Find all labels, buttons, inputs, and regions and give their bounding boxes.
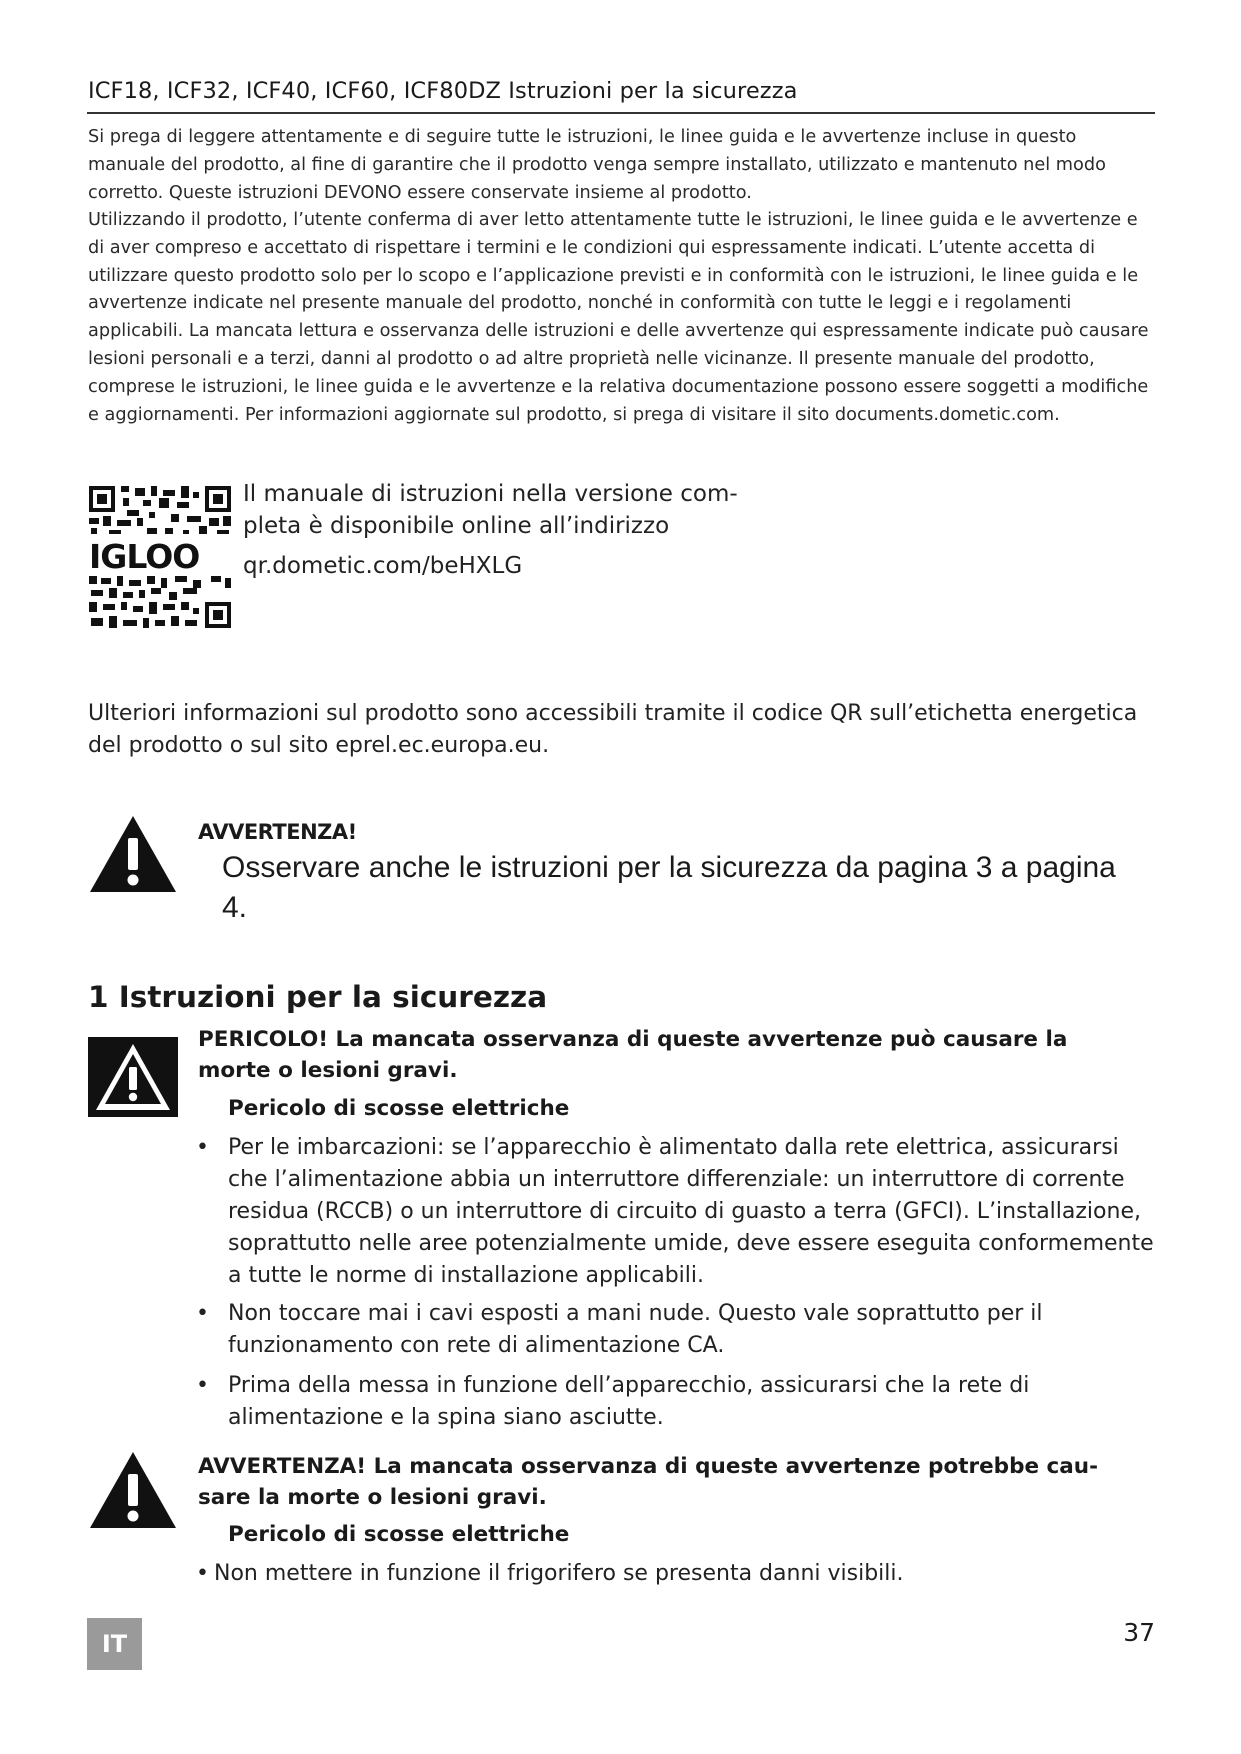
warning-triangle-icon [88,814,178,894]
warning-heading-line-1: AVVERTENZA! La mancata osservanza di queste avvertenze potrebbe cau- [198,1454,1099,1479]
danger-bullet-2-text: Non toccare mai i cavi esposti a mani nude. Questo vale soprattutto per il funzionamento con rete di alimentazione CA. [228,1301,1043,1358]
qr-code-icon [87,484,235,632]
intro-paragraph-1: Si prega di leggere attentamente e di seguire tutte le istruzioni, le linee guida e le avvertenze incluse in questo manuale del prodotto, al fine di garantire che il prodotto venga sempre installato, utilizzato e mantenuto nel modo corretto. Queste istruzioni DEVONO essere conservate insieme al prodotto. [88,127,1106,203]
warning-subhead: Pericolo di scosse elettriche [228,1522,570,1547]
warning-triangle-icon [88,1450,178,1530]
qr-text-line-1: Il manuale di istruzioni nella versione com- [243,481,738,507]
warning-bullet-1 [196,1558,1156,1590]
danger-bullet-2 [196,1298,1156,1362]
header-divider [87,112,1155,114]
bullet-dot: • [196,1561,209,1586]
danger-bullet-3-text: Prima della messa in funzione dell’apparecchio, assicurarsi che la rete di alimentazione e la spina siano asciutte. [228,1373,1030,1430]
danger-heading-line-2: morte o lesioni gravi. [198,1058,458,1083]
danger-bullet-1-text: Per le imbarcazioni: se l’apparecchio è alimentato dalla rete elettrica, assicurarsi che l’alimentazione abbia un interruttore differenziale: un interruttore di corrente residua (RCCB) o un interruttore di circuito di guasto a terra (GFCI). L’installazione, soprattutto nelle aree potenzialmente umide, deve essere eseguita conformemente a tutte le norme di installazione applicabili. [228,1135,1154,1288]
page-number: 37 [1123,1618,1155,1647]
danger-subhead: Pericolo di scosse elettriche [228,1096,570,1121]
danger-triangle-icon [88,1037,178,1117]
section-title: 1 Istruzioni per la sicurezza [88,980,548,1014]
qr-url-link[interactable]: qr.dometic.com/beHXLG [243,553,523,579]
danger-bullet-1 [196,1132,1156,1292]
page-header-title: ICF18, ICF32, ICF40, ICF60, ICF80DZ Istruzioni per la sicurezza [88,78,798,104]
more-info-paragraph: Ulteriori informazioni sul prodotto sono accessibili tramite il codice QR sull’etichetta energetica del prodotto o sul sito eprel.ec.europa.eu. [88,701,1138,758]
bullet-dot: • [196,1301,209,1326]
danger-heading-line-1: PERICOLO! La mancata osservanza di queste avvertenze può causare la [198,1027,1068,1052]
danger-bullet-3 [196,1370,1156,1434]
notice-label: AVVERTENZA! [198,820,357,844]
bullet-dot: • [196,1135,209,1160]
warning-bullet-1-text: Non mettere in funzione il frigorifero se presenta danni visibili. [214,1561,904,1586]
qr-logo-text: IGLOO [89,537,200,576]
qr-instructions [243,478,738,582]
intro-paragraph-2: Utilizzando il prodotto, l’utente conferma di aver letto attentamente tutte le istruzioni, le linee guida e le avvertenze e di aver compreso e accettato di rispettare i termini e le condizioni qui espressamente indicati. L’utente accetta di utilizzare questo prodotto solo per lo scopo e l’applicazione previsti e in conformità con le istruzioni, le linee guida e le avvertenze indicate nel presente manuale del prodotto, nonché in conformità con tutte le leggi e i regolamenti applicabili. La mancata lettura e osservanza delle istruzioni e delle avvertenze qui espressamente indicate può causare lesioni personali e a terzi, danni al prodotto o ad altre proprietà nelle vicinanze. Il presente manuale del prodotto, comprese le istruzioni, le linee guida e le avvertenze e la relativa documentazione possono essere soggetti a modifiche e aggiornamenti. Per informazioni aggiornate sul prodotto, si prega di visitare il sito documents.dometic.com. [88,210,1149,425]
qr-text-line-2: pleta è disponibile online all’indirizzo [243,513,670,539]
warning-heading-line-2: sare la morte o lesioni gravi. [198,1485,547,1510]
notice-text: Osservare anche le istruzioni per la sicurezza da pagina 3 a pagina 4. [222,851,1116,924]
bullet-dot: • [196,1373,209,1398]
language-badge: IT [87,1618,142,1670]
